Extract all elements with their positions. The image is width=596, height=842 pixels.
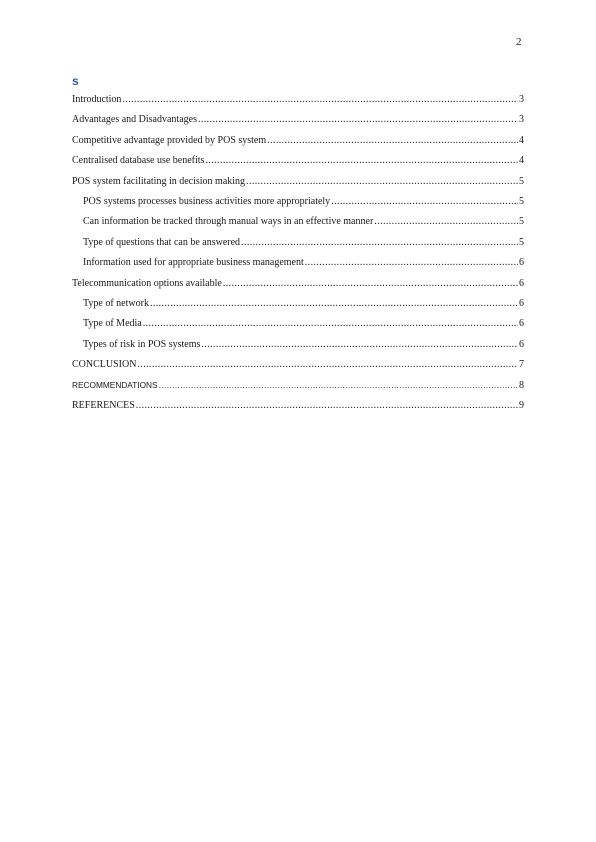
dot-leader — [150, 294, 518, 314]
dot-leader — [267, 131, 518, 151]
toc-entry-decision-making[interactable] — [72, 172, 524, 192]
dot-leader — [223, 274, 518, 294]
toc-entry-label: Competitive advantage provided by POS system — [72, 134, 267, 146]
dot-leader — [137, 355, 518, 375]
toc-entry-business-activities[interactable] — [72, 192, 524, 212]
toc-entry-label: Centralised database use benefits — [72, 155, 205, 167]
toc-entry-media[interactable] — [72, 314, 524, 334]
toc-entry-page: 9 — [519, 399, 524, 411]
toc-entry-recommendations[interactable] — [72, 375, 524, 395]
toc-entry-references[interactable] — [72, 396, 524, 416]
toc-entry-page: 3 — [519, 94, 524, 105]
toc-entry-label: Types of risk in POS systems — [83, 338, 201, 350]
toc-entry-advantages[interactable] — [72, 110, 524, 130]
toc-entry-page: 4 — [519, 155, 524, 167]
toc-entry-conclusion[interactable] — [72, 355, 524, 375]
toc-heading: s — [72, 74, 79, 88]
toc-entry-label: Type of questions that can be answered — [83, 236, 241, 248]
toc-entry-label: Type of network — [83, 297, 149, 309]
toc-entry-label: Introduction — [72, 94, 122, 105]
toc-entry-page: 5 — [519, 236, 524, 248]
table-of-contents — [72, 90, 524, 416]
toc-entry-label: Type of Media — [83, 318, 142, 330]
dot-leader — [143, 314, 518, 334]
toc-entry-page: 7 — [519, 359, 524, 371]
toc-entry-page: 3 — [519, 114, 524, 126]
dot-leader — [136, 396, 518, 416]
toc-entry-label: REFERENCES — [72, 399, 135, 411]
dot-leader — [122, 90, 518, 110]
page-number: 2 — [516, 36, 522, 48]
dot-leader — [246, 172, 518, 192]
toc-entry-label: RECOMMENDATIONS — [72, 380, 158, 391]
toc-entry-business-management[interactable] — [72, 253, 524, 273]
dot-leader — [374, 212, 518, 232]
toc-entry-page: 5 — [519, 216, 524, 228]
toc-entry-page: 8 — [519, 380, 524, 392]
dot-leader — [241, 233, 518, 253]
dot-leader — [331, 192, 518, 212]
toc-entry-telecommunication[interactable] — [72, 274, 524, 294]
toc-entry-network[interactable] — [72, 294, 524, 314]
toc-entry-page: 6 — [519, 338, 524, 350]
toc-entry-page: 6 — [519, 318, 524, 330]
toc-entry-label: Telecommunication options available — [72, 277, 222, 289]
toc-entry-label: Can information be tracked through manual ways in an effective manner — [83, 216, 374, 228]
toc-entry-page: 6 — [519, 277, 524, 289]
toc-entry-label: Advantages and Disadvantages — [72, 114, 197, 126]
toc-entry-page: 4 — [519, 134, 524, 146]
toc-entry-page: 5 — [519, 175, 524, 187]
toc-entry-manual-tracking[interactable] — [72, 212, 524, 232]
toc-entry-label: Information used for appropriate business management — [83, 257, 304, 269]
toc-entry-label: CONCLUSION — [72, 359, 137, 371]
toc-entry-page: 5 — [519, 195, 524, 207]
toc-entry-page: 6 — [519, 257, 524, 269]
dot-leader — [205, 151, 518, 171]
toc-entry-risk[interactable] — [72, 335, 524, 355]
toc-entry-centralised-database[interactable] — [72, 151, 524, 171]
toc-entry-introduction[interactable] — [72, 90, 524, 110]
dot-leader — [159, 375, 518, 395]
toc-entry-page: 6 — [519, 297, 524, 309]
dot-leader — [305, 253, 518, 273]
toc-entry-competitive-advantage[interactable] — [72, 131, 524, 151]
toc-entry-label: POS system facilitating in decision making — [72, 175, 246, 187]
toc-entry-questions[interactable] — [72, 233, 524, 253]
toc-entry-label: POS systems processes business activities more appropriately — [83, 195, 331, 207]
dot-leader — [201, 335, 518, 355]
dot-leader — [198, 110, 518, 130]
